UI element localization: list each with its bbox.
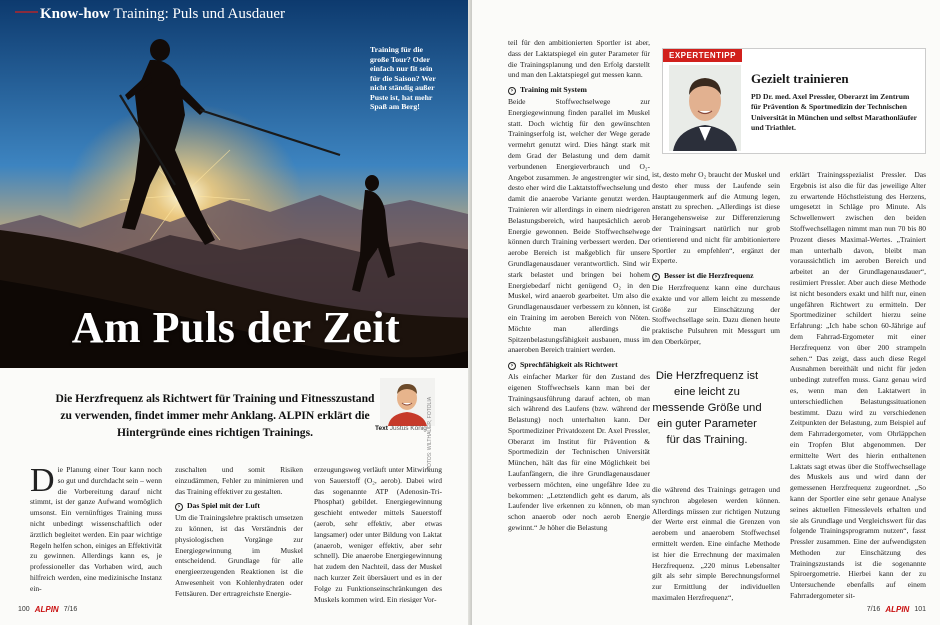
kicker-topic: Training: Puls und Ausdauer: [113, 6, 286, 22]
right-column-2-bottom: [652, 485, 780, 602]
right-col1-para-1: teil für den ambitionierten Sportler ist aber, dass der Laktatspiegel ein guter Parameter für die Trainingsplanung und den Erfolg darstellt und man den Laktatspiegel gut messen kann.: [508, 38, 650, 80]
expert-photo: [669, 65, 741, 151]
circle-arrow-icon: ›: [175, 503, 183, 511]
left-footer: [18, 605, 77, 614]
circle-arrow-icon: ›: [652, 273, 660, 281]
brand-logo-right: ALPIN: [885, 605, 910, 614]
circle-arrow-icon: ›: [508, 87, 516, 95]
right-col2-para-3: die während des Trainings getragen und synchron abgelesen werden können. Allerdings müssen zur richtigen Nutzung der Werte erst einmal die Grenzen von aerobem und anaerobem Stoffwechsel ermittelt werden. Eine einfache Methode ist hier die Errechnung der maximalen Herzfrequenz. „220 minus Lebensalter gilt als sehr simple Berechnungsformel zur Ermittlung der individuellen maximalen Herzfrequenz“,: [652, 485, 780, 602]
teaser: Die Herzfrequenz als Richtwert für Training und Fitnesszustand zu verwenden, findet immer mehr Anklang. ALPIN erklärt die Hintergründe eines richtigen Trainings.: [55, 392, 375, 439]
subheading-herz-text: Besser ist die Herzfrequenz: [664, 271, 754, 281]
expert-title: Gezielt trainieren: [751, 71, 849, 86]
right-col1-para-2: Beide Stoffwechselwege zur Energiegewinnung finden parallel im Muskel statt. Doch wichtig für den gewünschten Trainingserfolg ist, welcher der Wege gerade vermehrt genutzt wird. Dies hängt stark mit dem Grad der Belastung und dem damit verbundenen Energieverbrauch und O₂-Angebot zusammen. Je angestrengter wir sind, desto eher wird die Laktatstoffwechselung und damit die anaerobe Variante genutzt werden. Trainieren wir allerdings in einem niedrigeren Belastungsbereich, wird hauptsächlich aerob Energie gewonnen. Beide Stoffwechselwege können durch Training verbessert werden. Der aerobe Bereich ist maßgeblich für unsere Grundlagenausdauer verantwortlich. Sind wir stark belastet und bringen bei hohem Energiebedarf nicht genügend O₂ in den Muskel, wird anaerob gearbeitet. Um also die Grundlagenausdauer verbessern zu können, ist ein Training im aeroben Bereich von Nöten. Möchte man allerdings die Spitzenbelastungsfähigkeit ausbauen, muss im anaeroben Bereich trainiert werden.: [508, 96, 650, 355]
page-number-left: 100: [18, 606, 30, 613]
column-2-para-2: Um die Trainingslehre praktisch umsetzen zu können, ist das Verständnis der physiologischen Vorgänge zur Energiegewinnung im Muskel entscheidend. Grundlage für alle energieerzeugenden Reaktionen ist die Anwesenheit von Kohlenhydraten oder Fettsäuren. Der ertragreichste Energie-: [175, 513, 303, 598]
intro-text: Training für die große Tour? Oder einfach nur fit sein für die Saison? Wer nicht ständig außer Puste ist, hat mehr Spaß am Berg!: [370, 45, 436, 111]
column-1-text: ie Planung einer Tour kann noch so gut und durchdacht sein – wenn die Vorbereitung darauf nicht stimmt, ist der ganze Aufwand womöglich umsonst. Ein vernünftiges Training muss nicht unbedingt wissenschaftlich oder ärztlich begleitet werden. Ein paar wichtige Regeln helfen schon, einiges an Effektivität zu gewinnen. Allerdings kann es, je professioneller das Vorhaben wird, auch hilfreich werden, eine medizinische Instanz ein-: [30, 465, 162, 593]
kicker-bold: Know-how: [40, 6, 111, 22]
expert-tag: EXPERTENTIPP: [663, 49, 742, 62]
right-col2-para-2: Die Herzfrequenz kann eine durchaus exakte und vor allem leicht zu messende Größe zur Einschätzung der Stoffwechsellage sein. Dazu dienen heute praktische Pulsuhren mit Messgurt um den Oberkörper,: [652, 282, 780, 346]
subheading-luft-text: Das Spiel mit der Luft: [187, 501, 260, 511]
issue-left: 7/16: [63, 606, 78, 613]
column-2-para-1: zuschalten und somit Risiken einzudämmen, Fehler zu minimieren und das Training effektiver zu gestalten.: [175, 465, 303, 496]
subheading-system: [508, 85, 650, 96]
pull-quote: Die Herzfrequenz ist eine leicht zu messende Größe und ein guter Parameter für das Training.: [652, 370, 762, 446]
right-col2-para-1: ist, desto mehr O₂ braucht der Muskel und desto eher muss der Laufende sein Hauptaugenmerk auf die Atmung legen, anstatt zu sprechen. „Allerdings ist diese Herangehensweise zur Differenzierung der Trainingsart natürlich nur grob orientierend und nicht für ambitioniertere Sportler zu empfehlen“, ergänzt der Experte.: [652, 170, 780, 266]
subheading-sprech-text: Sprechfähigkeit als Richtwert: [520, 360, 618, 370]
kicker: [40, 6, 285, 23]
author-name: Justus König: [389, 425, 427, 432]
right-page: [472, 0, 940, 625]
subheading-sprech: [508, 360, 650, 371]
right-col1-para-3: Als einfacher Marker für den Zustand des eigenen Stoffwechsels kann man bei der Trainingsausführung darauf achten, ob man sich während des Laufens (bzw. während der Belastung) noch unterhalten kann. Der Sportmediziner Privatdozent Dr. Axel Pressler, Oberarzt im Institut für Prävention & Sportmedizin der Technischen Universität München, hält das für eine Möglichkeit bei Laufanfängern, die ihre Grundlagenausdauer verbessern möchten, eine ungefähre Idee zu bekommen: „Letztendlich geht es darum, als Laufender live erkennen zu können, ob man schon anaerob oder noch aerob Energie gewinnt.“ Je höher die Belastung: [508, 371, 650, 533]
photo-credit: FOTOS: WILTHAUER, FOTOLIA: [427, 396, 433, 470]
expert-portrait: [669, 65, 741, 151]
page-number-right: 101: [914, 606, 926, 613]
right-column-2: [652, 170, 780, 365]
subheading-system-text: Training mit System: [520, 85, 587, 95]
column-3: [314, 465, 442, 603]
dropcap: D: [30, 465, 55, 499]
headline: Am Puls der Zeit: [71, 303, 401, 352]
subheading-luft: [175, 501, 303, 512]
column-3-text: erzeugungsweg verläuft unter Mitwirkung von Sauerstoff (O₂, aerob). Dabei wird das sogenannte ATP (Adenosin-Tri-Phosphat) gebildet. Energiegewinnung geschieht entweder mittels Sauerstoff (aerob, sehr effektiv, aber etwas langsamer) oder unter Bildung von Laktat (anaerob, weniger effektiv, aber sehr schnell). Die anaerobe Energiegewinnung hat zudem den Nachteil, dass der Muskel nach kurzer Zeit übersäuert und es in der Folge zu Funktionseinschränkungen des Muskels kommen wird. Ein riesiger Vor-: [314, 465, 442, 603]
column-2: [175, 465, 303, 603]
author-label: Text: [375, 425, 388, 432]
expert-box: [662, 48, 926, 154]
brand-logo-left: ALPIN: [34, 605, 59, 614]
author-credit: [375, 425, 445, 432]
circle-arrow-icon: ›: [508, 362, 516, 370]
right-footer: [867, 605, 926, 614]
right-col3-text: erklärt Trainingsspezialist Pressler. Das Ergebnis ist also die für das jeweilige Alter zu erwartende Höchstleistung des Herzens, umgesetzt in Schläge pro Minute. Als Schwellenwert zwischen den beiden Stoffwechsellagen nimmt man nun 70 bis 80 Prozent dieses Maximal-Wertes. „Trainiert man unterhalb davon, bleibt man voraussichtlich im aeroben Bereich und arbeitet an der Grundlagenausdauer“, resümiert Pressler. Aber auch diese Methode ist nicht besonders exakt und hilft nur, einen ungefähren Richtwert zu ermitteln. Der Sportmediziner schildert hierzu seine Erfahrung: „Ich habe schon 60-Jährige auf dem Fahrrad-Ergometer mit einer Herzfrequenz von über 200 strampeln sehen.“ Das zeigt, dass auch diese Regel Ausnahmen bereithält und nicht für jeden unbedingt zutreffen muss. Ganz genau wird es, wenn man den Laktatwert in unterschiedlichen Belastungssituationen bestimmt. Dazu wird zu verschiedenen Zeitpunkten der Belastung, zum Beispiel auf dem Fahrradergometer, vom Ohrläppchen ein Tropfen Blut abgenommen. Der ermittelte Wert des hierin enthaltenen Laktats sagt etwas über die Stoffwechsellage des Muskels aus und wird dann der gemessenen Herzfrequenz zugeordnet. „So kann der Sportler eine sehr genaue Analyse seines aktuellen Fitnesslevels erhalten und sie als Grundlage und Vergleichswert für das folgende Trainingsprogramm nutzen“, fasst Pressler zusammen. Eine der aufwendigsten Methoden zur Einschätzung des Trainingszustands ist die sogenannte Spiroergometrie. Hierbei kann der zu Untersuchende ebenfalls auf einem Fahrradergometer sit-: [790, 170, 926, 601]
expert-bio: PD Dr. med. Axel Pressler, Oberarzt im Zentrum für Prävention & Sportmedizin der Technischen Universität in München und selbst Marathonläufer und Triathlet.: [751, 92, 917, 132]
right-column-3: [790, 170, 926, 602]
issue-right: 7/16: [866, 606, 881, 613]
subheading-herz: [652, 271, 780, 282]
column-1: [30, 465, 162, 603]
right-column-1: [508, 38, 650, 600]
